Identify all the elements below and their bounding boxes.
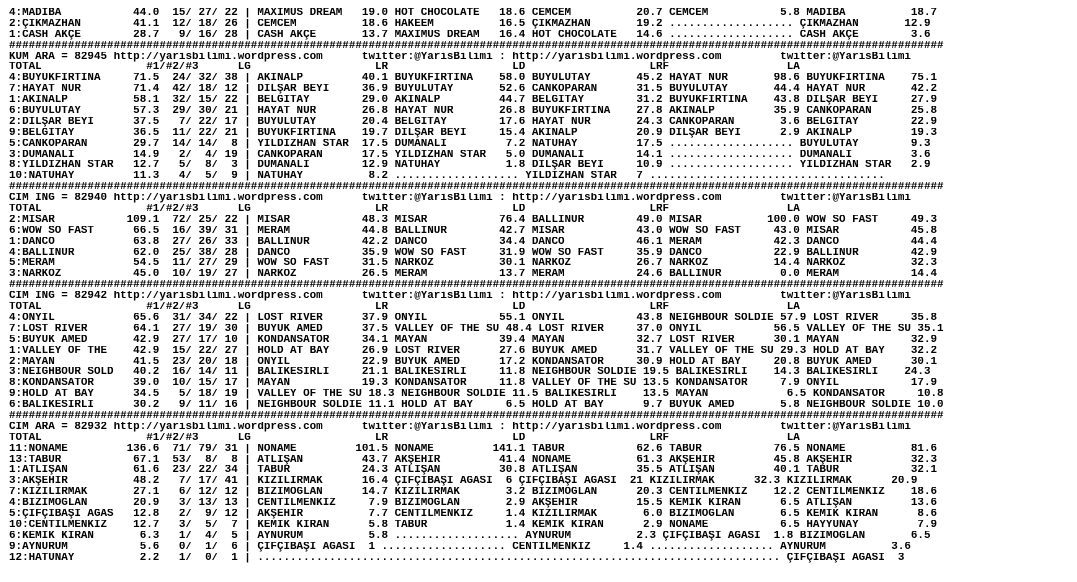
text-line: 8:KONDANSATÖR 39.0 10/ 15/ 17 | MAYAN 19.3 KONDANSATÖR 11.8 VALLEY OF THE SU 13.5 KONDANSATÖR 7.9 ONYIL 17.9 — [9, 378, 938, 390]
text-line: 9:HOLD AT BAY 34.5 5/ 18/ 19 | VALLEY OF THE SU 18.3 NEIGHBOUR SOLDIE 11.5 BALIKESİRLİ 13.5 MAYAN 6.5 KONDANSATÖR 10.8 — [9, 389, 944, 401]
text-line: 9:BELGİTAY 36.5 11/ 22/ 21 | BÜYÜKFIRTINA 19.7 DILŞAR BEYİ 15.4 AKINALP 20.9 DILŞAR BEYİ 2.9 AKINALP 19.3 — [9, 127, 938, 139]
text-line: 9:AYNURUM 5.6 0/ 1/ 6 | ÇİFÇİBAŞI AĞASI 1 ................... CENTİLMENKIZ 1.4 ................... AYNURUM 3.6 — [9, 541, 911, 553]
text-line: 10:CENTİLMENKIZ 12.7 3/ 5/ 7 | KEMİK KIRAN 5.8 TABUR 1.4 KEMİK KIRAN 2.9 NONAME 6.5 HAYYUNAY 7.9 — [9, 519, 938, 531]
text-line: CIM ING = 82940 http://yarisbilimi.wordpress.com twitter:@YarisBilimi : http://yarisbilimi.wordpress.com twitter:@YarisBilimi — [9, 193, 911, 205]
text-line: 3:AKŞEHİR 48.2 7/ 17/ 41 | KIZILIRMAK 16.4 ÇİFÇİBAŞI AĞASI 6 ÇİFÇİBAŞI AĞASI 21 KIZILIRMAK 32.3 KIZILIRMAK 20.9 — [9, 476, 918, 488]
text-line: 1:ATLIŞAN 61.6 23/ 22/ 34 | TABUR 24.3 ATLIŞAN 30.8 ATLIŞAN 35.5 ATLIŞAN 40.1 TABUR 32.1 — [9, 465, 938, 477]
text-line: 5:MERAM 54.5 11/ 27/ 29 | WOW SO FAST 31.5 NARKOZ 30.1 NARKOZ 26.7 NARKOZ 14.4 NARKOZ 32.3 — [9, 258, 938, 270]
text-line: 3:NARKOZ 45.0 10/ 19/ 27 | NARKOZ 26.5 MERAM 13.7 MERAM 24.6 BALLINUR 0.0 MERAM 14.4 — [9, 269, 938, 281]
text-line: 12:HATUNAY 2.2 1/ 0/ 1 | ................................................................................ ÇİFÇİBAŞI AĞASI 3 — [9, 552, 905, 564]
text-line: 8:YILDIZHAN STAR 12.7 5/ 8/ 3 | DUMANALI 12.9 NATUHAY 1.8 DILŞAR BEYİ 10.9 ................... YILDIZHAN STAR 2.9 — [9, 160, 931, 172]
text-line: 6:WOW SO FAST 66.5 16/ 39/ 31 | MERAM 44.8 BALLINUR 42.7 MISAR 43.0 WOW SO FAST 43.0 MISAR 45.8 — [9, 225, 938, 237]
text-line: 5:ÇİFÇİBAŞI AĞAS 12.8 2/ 9/ 12 | AKŞEHİR 7.7 CENTİLMENKIZ 1.4 KIZILIRMAK 6.0 BİZİMOĞLAN 6.5 KEMİK KIRAN 8.6 — [9, 508, 938, 520]
text-line: TOTAL #1/#2/#3 LG LR LD LRF LA — [9, 432, 800, 444]
text-line: 1:AKINALP 58.1 32/ 15/ 22 | BELGİTAY 29.0 AKINALP 44.7 BELGİTAY 31.2 BÜYÜKFIRTINA 43.8 DILŞAR BEYİ 27.9 — [9, 95, 938, 107]
text-line: KUM ARA = 82945 http://yarisbilimi.wordpress.com twitter:@YarisBilimi : http://yarisbilimi.wordpress.com twitter:@YarisBilimi — [9, 51, 911, 63]
text-line: 7:LOST RIVER 64.1 27/ 19/ 30 | BÜYÜK AMED 37.5 VALLEY OF THE SU 48.4 LOST RIVER 37.0 ONYIL 56.5 VALLEY OF THE SU 35.1 — [9, 323, 944, 335]
text-line: 4:BALLINUR 62.0 25/ 38/ 28 | DANCO 35.9 WOW SO FAST 31.9 WOW SO FAST 35.9 DANCO 22.9 BALLINUR 42.9 — [9, 247, 938, 259]
text-line: 3:NEIGHBOUR SOLD 40.2 16/ 14/ 11 | BALIKESİRLİ 21.1 BALIKESİRLİ 11.8 NEIGHBOUR SOLDIE 19.5 BALIKESİRLİ 14.3 BALIKESİRLİ 24.3 — [9, 367, 931, 379]
text-line: 2:MAYAN 41.5 23/ 20/ 18 | ONYIL 22.9 BÜYÜK AMED 17.2 KONDANSATÖR 30.9 HOLD AT BAY 20.8 BÜYÜK AMED 30.1 — [9, 356, 938, 368]
race-stats-document — [9, 8, 1075, 580]
text-line: 11:NONAME 136.6 71/ 79/ 31 | NONAME 101.5 NONAME 141.1 TABUR 62.6 TABUR 76.5 NONAME 81.6 — [9, 443, 938, 455]
text-line: 10:NATUHAY 11.3 4/ 5/ 9 | NATUHAY 8.2 ................... YILDIZHAN STAR 7 .................................... — [9, 171, 885, 183]
text-line: 6:KEMİK KIRAN 6.3 1/ 4/ 5 | AYNURUM 5.8 ................... AYNURUM 2.3 ÇİFÇİBAŞI AĞASI 1.8 BİZİMOĞLAN 6.5 — [9, 530, 931, 542]
text-line: 1:DANCO 63.8 27/ 26/ 33 | BALLINUR 42.2 DANCO 34.4 DANCO 46.1 MERAM 42.3 DANCO 44.4 — [9, 236, 938, 248]
text-line: 1:VALLEY OF THE 42.9 15/ 22/ 27 | HOLD AT BAY 26.9 LOST RIVER 27.6 BÜYÜK AMED 31.7 VALLEY OF THE SU 29.3 HOLD AT BAY 32.2 — [9, 345, 938, 357]
text-line: CIM ARA = 82932 http://yarisbilimi.wordpress.com twitter:@YarisBilimi : http://yarisbilimi.wordpress.com twitter:@YarisBilimi — [9, 421, 911, 433]
text-line: 7:HAYAT NUR 71.4 42/ 18/ 12 | DILŞAR BEYİ 36.9 BÜYÜLÜTAY 52.6 CANKOPARAN 31.5 BÜYÜLÜTAY 44.4 HAYAT NUR 42.2 — [9, 84, 938, 96]
text-line: 6:BALIKESİRLİ 30.2 9/ 11/ 16 | NEIGHBOUR SOLDIE 11.1 HOLD AT BAY 6.5 HOLD AT BAY 9.7 BÜYÜK AMED 5.8 NEIGHBOUR SOLDIE 10.0 — [9, 400, 944, 411]
text-line: 5:CANKOPARAN 29.7 14/ 14/ 8 | YILDIZHAN STAR 17.5 DUMANALI 7.2 NATUHAY 17.5 ................... BÜYÜLÜTAY 9.3 — [9, 138, 931, 150]
text-line: TOTAL #1/#2/#3 LG LR LD LRF LA — [9, 62, 800, 74]
text-line: 1:CASH AKÇE 28.7 9/ 16/ 28 | CASH AKÇE 13.7 MAXIMUS DREAM 16.4 HOT CHOCOLATE 14.6 ................... CASH AKÇE 3.6 — [9, 29, 931, 41]
text-line: 7:KIZILIRMAK 27.1 6/ 12/ 12 | BİZİMOĞLAN 14.7 KIZILIRMAK 3.2 BİZİMOĞLAN 20.3 CENTİLMENKIZ 12.2 CENTİLMENKIZ 18.6 — [9, 487, 938, 499]
text-line: TOTAL #1/#2/#3 LG LR LD LRF LA — [9, 204, 800, 215]
separator-line: ############################################################################################################################################### — [9, 40, 944, 52]
text-line: 2:MISAR 109.1 72/ 25/ 22 | MISAR 48.3 MISAR 76.4 BALLINUR 49.0 MISAR 100.0 WOW SO FAST 49.3 — [9, 214, 938, 226]
text-line: 5:BÜYÜK AMED 42.9 27/ 17/ 10 | KONDANSATÖR 34.1 MAYAN 39.4 MAYAN 32.7 LOST RIVER 30.1 MAYAN 32.9 — [9, 334, 938, 346]
text-line: 2:DILŞAR BEYİ 37.5 7/ 22/ 17 | BÜYÜLÜTAY 20.4 BELGİTAY 17.6 HAYAT NUR 24.3 CANKOPARAN 3.6 BELGİTAY 22.9 — [9, 116, 938, 128]
text-line: 2:ÇIKMAZHAN 41.1 12/ 18/ 26 | CEMCEM 18.6 HAKEEM 16.5 ÇIKMAZHAN 19.2 ................... ÇIKMAZHAN 12.9 — [9, 18, 931, 30]
separator-line: ############################################################################################################################################### — [9, 280, 944, 292]
text-line: 4:MADIBA 44.0 15/ 27/ 22 | MAXIMUS DREAM 19.0 HOT CHOCOLATE 18.6 CEMCEM 20.7 CEMCEM 5.8 MADIBA 18.7 — [9, 8, 938, 19]
text-line: 13:TABUR 67.1 53/ 8/ 8 | ATLIŞAN 43.7 AKŞEHİR 41.4 NONAME 61.3 AKŞEHİR 45.8 AKŞEHİR 32.3 — [9, 454, 938, 466]
text-line: 3:DUMANALI 14.9 2/ 4/ 19 | CANKOPARAN 17.5 YILDIZHAN STAR 5.0 DUMANALI 14.1 ................... DUMANALI 3.6 — [9, 149, 931, 161]
text-line: 4:BİZİMOĞLAN 20.9 3/ 13/ 13 | CENTİLMENKIZ 7.9 BİZİMOĞLAN 2.9 AKŞEHİR 15.5 KEMİK KIRAN 6.5 ATLIŞAN 13.6 — [9, 498, 938, 509]
separator-line: ############################################################################################################################################### — [9, 410, 944, 422]
text-line: 6:BÜYÜLÜTAY 57.3 29/ 30/ 21 | HAYAT NUR 26.8 HAYAT NUR 26.8 BÜYÜKFIRTINA 27.8 AKINALP 35.9 CANKOPARAN 25.8 — [9, 106, 938, 117]
text-line: TOTAL #1/#2/#3 LG LR LD LRF LA — [9, 302, 800, 313]
text-line: 4:ONYIL 65.6 31/ 34/ 22 | LOST RIVER 37.9 ONYIL 55.1 ONYIL 43.8 NEIGHBOUR SOLDIE 57.9 LOST RIVER 35.8 — [9, 312, 938, 324]
text-line: CIM ING = 82942 http://yarisbilimi.wordpress.com twitter:@YarisBilimi : http://yarisbilimi.wordpress.com twitter:@YarisBilimi — [9, 291, 911, 303]
separator-line: ############################################################################################################################################### — [9, 182, 944, 194]
text-line: 4:BÜYÜKFIRTINA 71.5 24/ 32/ 38 | AKINALP 40.1 BÜYÜKFIRTINA 58.0 BÜYÜLÜTAY 45.2 HAYAT NUR 98.6 BÜYÜKFIRTINA 75.1 — [9, 73, 938, 85]
